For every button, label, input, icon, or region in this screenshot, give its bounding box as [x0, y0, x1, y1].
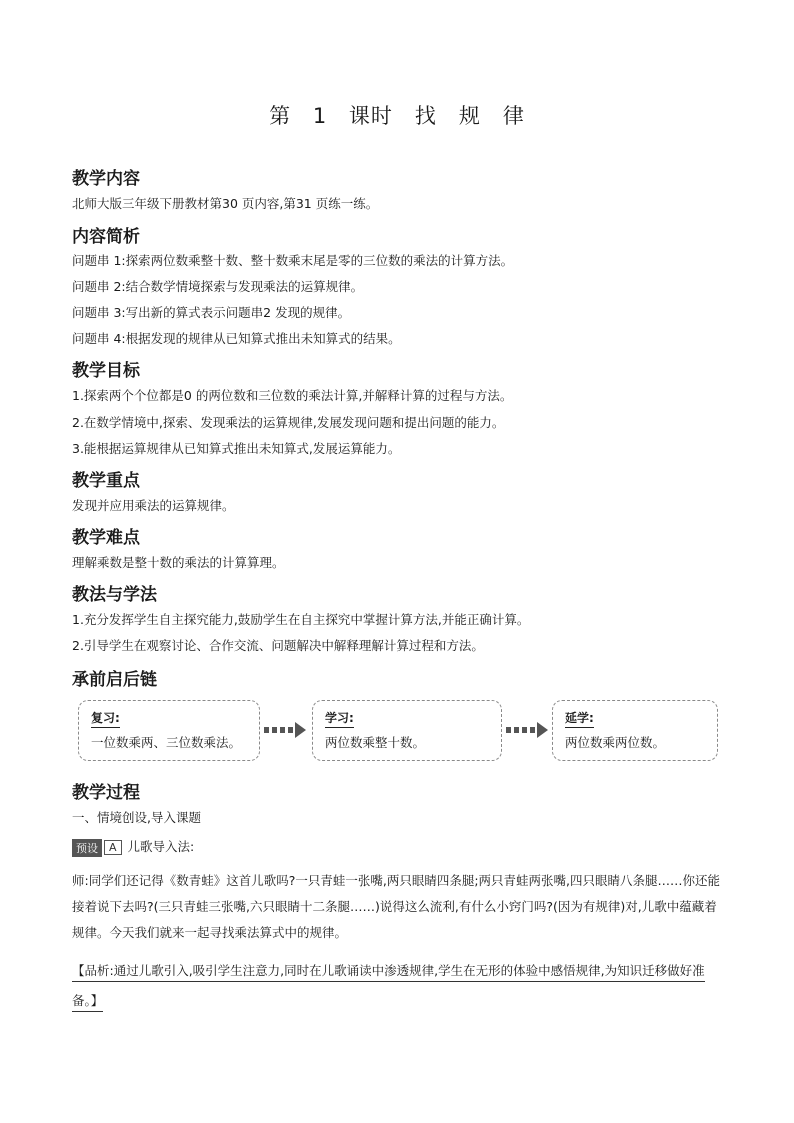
teacher-dialogue: 师:同学们还记得《数青蛙》这首儿歌吗?一只青蛙一张嘴,两只眼睛四条腿;两只青蛙两张嘴,四只眼睛八条腿……你还能接着说下去吗?(三只青蛙三张嘴,六只眼睛十二条腿……)说得这么流利,有什么小窍门吗?(因为有规律)对,儿歌中蕴藏着规律。今天我们就来一起寻找乘法算式中的规律。	[72, 873, 721, 940]
method-item: 1.充分发挥学生自主探究能力,鼓励学生在自主探究中掌握计算方法,并能正确计算。	[72, 612, 530, 627]
chain-box-review	[78, 700, 260, 761]
process-step: 一、情境创设,导入课题	[72, 810, 201, 825]
arrow-right-icon	[264, 722, 306, 738]
knowledge-chain-flow	[78, 700, 720, 763]
section-heading-difficulty: 教学难点	[72, 528, 140, 548]
chain-box-text: 两位数乘整十数。	[325, 735, 426, 750]
section-heading-key: 教学重点	[72, 471, 140, 491]
section-heading-methods: 教法与学法	[72, 585, 157, 605]
key-text: 发现并应用乘法的运算规律。	[72, 498, 235, 513]
section-heading-summary: 内容简析	[72, 227, 140, 247]
goal-item: 2.在数学情境中,探索、发现乘法的运算规律,发展发现问题和提出问题的能力。	[72, 415, 505, 430]
goal-item: 3.能根据运算规律从已知算式推出未知算式,发展运算能力。	[72, 441, 401, 456]
page-title: 第 1 课时 找 规 律	[269, 104, 525, 128]
section-heading-goals: 教学目标	[72, 361, 140, 381]
section-heading-content: 教学内容	[72, 169, 140, 189]
chain-box-text: 两位数乘两位数。	[565, 735, 666, 750]
difficulty-text: 理解乘数是整十数的乘法的计算算理。	[72, 555, 285, 570]
analysis-note	[72, 956, 724, 1016]
chain-box-label: 学习:	[325, 709, 354, 728]
chain-box-extend	[552, 700, 718, 761]
chain-box-text: 一位数乘两、三位数乘法。	[91, 735, 242, 750]
summary-item: 问题串 4:根据发现的规律从已知算式推出未知算式的结果。	[72, 331, 401, 346]
section-heading-process: 教学过程	[72, 783, 140, 803]
chain-box-learn	[312, 700, 502, 761]
summary-item: 问题串 2:结合数学情境探索与发现乘法的运算规律。	[72, 279, 364, 294]
summary-item: 问题串 1:探索两位数乘整十数、整十数乘末尾是零的三位数的乘法的计算方法。	[72, 253, 514, 268]
goal-item: 1.探索两个个位都是0 的两位数和三位数的乘法计算,并解释计算的过程与方法。	[72, 388, 513, 403]
arrow-right-icon	[506, 722, 548, 738]
preset-line	[72, 837, 194, 857]
method-item: 2.引导学生在观察讨论、合作交流、问题解决中解释理解计算过程和方法。	[72, 638, 484, 653]
analysis-note-text: 【品析:通过儿歌引入,吸引学生注意力,同时在儿歌诵读中渗透规律,学生在无形的体验中感悟规律,为知识迁移做好准备。】	[72, 963, 705, 1012]
preset-badge-letter: A	[104, 840, 122, 855]
preset-badge: 预设	[72, 839, 102, 857]
summary-item: 问题串 3:写出新的算式表示问题串2 发现的规律。	[72, 305, 351, 320]
content-text: 北师大版三年级下册教材第30 页内容,第31 页练一练。	[72, 196, 379, 211]
section-heading-chain: 承前启后链	[72, 670, 157, 690]
preset-title: 儿歌导入法:	[127, 839, 195, 854]
chain-box-label: 延学:	[565, 709, 594, 728]
chain-box-label: 复习:	[91, 709, 120, 728]
